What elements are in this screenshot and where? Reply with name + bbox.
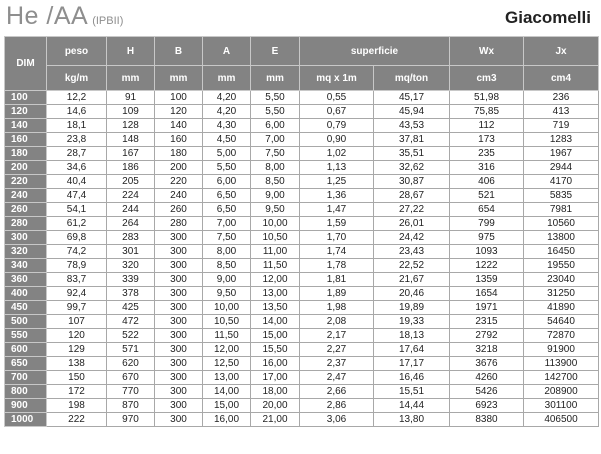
brand-logo (501, 4, 593, 30)
cell-h: 224 (107, 189, 155, 203)
cell-b: 200 (155, 161, 203, 175)
cell-superficie-m: 0,90 (300, 133, 374, 147)
cell-wx: 406 (450, 175, 524, 189)
cell-a: 6,50 (203, 203, 251, 217)
cell-h: 283 (107, 231, 155, 245)
unit-h: mm (107, 66, 155, 91)
cell-b: 300 (155, 371, 203, 385)
cell-superficie-ton: 35,51 (374, 147, 450, 161)
cell-peso: 61,2 (47, 217, 107, 231)
table-row (5, 273, 599, 287)
cell-e: 18,00 (251, 385, 300, 399)
cell-dim: 450 (5, 301, 47, 315)
cell-a: 15,00 (203, 399, 251, 413)
cell-jx: 1967 (524, 147, 599, 161)
table-row (5, 329, 599, 343)
page-subtitle: (IPBII) (92, 15, 124, 27)
cell-b: 300 (155, 287, 203, 301)
cell-superficie-m: 0,67 (300, 105, 374, 119)
cell-wx: 75,85 (450, 105, 524, 119)
cell-dim: 260 (5, 203, 47, 217)
cell-e: 10,50 (251, 231, 300, 245)
cell-superficie-m: 1,78 (300, 259, 374, 273)
cell-e: 8,00 (251, 161, 300, 175)
table-row (5, 217, 599, 231)
cell-jx: 406500 (524, 413, 599, 427)
cell-e: 7,50 (251, 147, 300, 161)
cell-superficie-ton: 19,33 (374, 315, 450, 329)
cell-wx: 3218 (450, 343, 524, 357)
cell-e: 20,00 (251, 399, 300, 413)
cell-dim: 140 (5, 119, 47, 133)
cell-e: 15,50 (251, 343, 300, 357)
cell-b: 300 (155, 245, 203, 259)
table-row (5, 231, 599, 245)
cell-h: 339 (107, 273, 155, 287)
cell-dim: 320 (5, 245, 47, 259)
cell-wx: 8380 (450, 413, 524, 427)
cell-wx: 4260 (450, 371, 524, 385)
cell-h: 770 (107, 385, 155, 399)
cell-peso: 18,1 (47, 119, 107, 133)
cell-superficie-ton: 13,80 (374, 413, 450, 427)
cell-peso: 47,4 (47, 189, 107, 203)
cell-superficie-m: 2,17 (300, 329, 374, 343)
cell-dim: 600 (5, 343, 47, 357)
cell-superficie-m: 1,81 (300, 273, 374, 287)
cell-superficie-ton: 27,22 (374, 203, 450, 217)
cell-peso: 107 (47, 315, 107, 329)
cell-b: 300 (155, 315, 203, 329)
cell-superficie-m: 1,59 (300, 217, 374, 231)
cell-e: 5,50 (251, 91, 300, 105)
cell-wx: 2792 (450, 329, 524, 343)
cell-e: 12,00 (251, 273, 300, 287)
table-row (5, 371, 599, 385)
cell-b: 100 (155, 91, 203, 105)
cell-e: 17,00 (251, 371, 300, 385)
table-row (5, 203, 599, 217)
cell-jx: 236 (524, 91, 599, 105)
cell-a: 5,00 (203, 147, 251, 161)
cell-h: 571 (107, 343, 155, 357)
cell-superficie-m: 2,08 (300, 315, 374, 329)
cell-jx: 113900 (524, 357, 599, 371)
cell-peso: 150 (47, 371, 107, 385)
cell-e: 8,50 (251, 175, 300, 189)
col-header-a: A (203, 37, 251, 66)
cell-peso: 28,7 (47, 147, 107, 161)
cell-superficie-m: 1,74 (300, 245, 374, 259)
cell-b: 280 (155, 217, 203, 231)
cell-dim: 280 (5, 217, 47, 231)
cell-h: 109 (107, 105, 155, 119)
table-row (5, 105, 599, 119)
cell-h: 148 (107, 133, 155, 147)
cell-e: 21,00 (251, 413, 300, 427)
cell-h: 425 (107, 301, 155, 315)
cell-jx: 91900 (524, 343, 599, 357)
cell-wx: 316 (450, 161, 524, 175)
cell-dim: 180 (5, 147, 47, 161)
cell-h: 522 (107, 329, 155, 343)
cell-a: 5,50 (203, 161, 251, 175)
table-units-row (5, 66, 599, 91)
table-row (5, 301, 599, 315)
cell-dim: 550 (5, 329, 47, 343)
cell-superficie-ton: 28,67 (374, 189, 450, 203)
cell-superficie-ton: 15,51 (374, 385, 450, 399)
cell-jx: 4170 (524, 175, 599, 189)
cell-e: 9,50 (251, 203, 300, 217)
cell-dim: 240 (5, 189, 47, 203)
cell-dim: 340 (5, 259, 47, 273)
cell-superficie-ton: 37,81 (374, 133, 450, 147)
cell-jx: 2944 (524, 161, 599, 175)
cell-dim: 1000 (5, 413, 47, 427)
table-row (5, 91, 599, 105)
unit-superficie-m: mq x 1m (300, 66, 374, 91)
cell-a: 13,00 (203, 371, 251, 385)
cell-h: 167 (107, 147, 155, 161)
cell-h: 870 (107, 399, 155, 413)
col-header-h: H (107, 37, 155, 66)
cell-superficie-m: 1,89 (300, 287, 374, 301)
cell-b: 260 (155, 203, 203, 217)
cell-wx: 3676 (450, 357, 524, 371)
cell-superficie-m: 2,27 (300, 343, 374, 357)
cell-e: 16,00 (251, 357, 300, 371)
cell-peso: 14,6 (47, 105, 107, 119)
cell-peso: 83,7 (47, 273, 107, 287)
cell-wx: 975 (450, 231, 524, 245)
table-header-row (5, 37, 599, 66)
cell-superficie-m: 2,47 (300, 371, 374, 385)
table-row (5, 287, 599, 301)
cell-peso: 78,9 (47, 259, 107, 273)
cell-a: 6,50 (203, 189, 251, 203)
cell-a: 16,00 (203, 413, 251, 427)
cell-superficie-ton: 16,46 (374, 371, 450, 385)
cell-h: 91 (107, 91, 155, 105)
cell-a: 9,50 (203, 287, 251, 301)
table-row (5, 133, 599, 147)
cell-peso: 54,1 (47, 203, 107, 217)
table-row (5, 147, 599, 161)
cell-e: 13,00 (251, 287, 300, 301)
cell-dim: 500 (5, 315, 47, 329)
cell-wx: 1654 (450, 287, 524, 301)
unit-jx: cm4 (524, 66, 599, 91)
cell-dim: 300 (5, 231, 47, 245)
cell-h: 301 (107, 245, 155, 259)
col-header-peso: peso (47, 37, 107, 66)
cell-b: 120 (155, 105, 203, 119)
cell-h: 670 (107, 371, 155, 385)
cell-dim: 220 (5, 175, 47, 189)
cell-superficie-ton: 14,44 (374, 399, 450, 413)
cell-superficie-m: 2,86 (300, 399, 374, 413)
cell-dim: 400 (5, 287, 47, 301)
cell-superficie-ton: 23,43 (374, 245, 450, 259)
cell-b: 300 (155, 343, 203, 357)
cell-superficie-m: 3,06 (300, 413, 374, 427)
cell-dim: 360 (5, 273, 47, 287)
brand-logo-text: Giacomelli (505, 8, 591, 27)
cell-a: 9,00 (203, 273, 251, 287)
cell-e: 10,00 (251, 217, 300, 231)
cell-superficie-ton: 30,87 (374, 175, 450, 189)
cell-a: 4,20 (203, 105, 251, 119)
cell-superficie-m: 0,79 (300, 119, 374, 133)
cell-jx: 5835 (524, 189, 599, 203)
cell-e: 6,00 (251, 119, 300, 133)
cell-b: 300 (155, 329, 203, 343)
unit-wx: cm3 (450, 66, 524, 91)
cell-dim: 200 (5, 161, 47, 175)
cell-h: 970 (107, 413, 155, 427)
table-body (5, 91, 599, 427)
cell-b: 300 (155, 357, 203, 371)
cell-wx: 521 (450, 189, 524, 203)
cell-jx: 10560 (524, 217, 599, 231)
cell-peso: 172 (47, 385, 107, 399)
title-text: He /AA (6, 2, 89, 30)
cell-peso: 198 (47, 399, 107, 413)
cell-dim: 120 (5, 105, 47, 119)
cell-wx: 5426 (450, 385, 524, 399)
cell-superficie-ton: 26,01 (374, 217, 450, 231)
unit-a: mm (203, 66, 251, 91)
cell-a: 10,00 (203, 301, 251, 315)
cell-superficie-m: 1,47 (300, 203, 374, 217)
cell-a: 4,50 (203, 133, 251, 147)
cell-wx: 51,98 (450, 91, 524, 105)
cell-h: 244 (107, 203, 155, 217)
col-header-superficie: superficie (300, 37, 450, 66)
cell-wx: 1093 (450, 245, 524, 259)
page-title (6, 2, 123, 31)
table-row (5, 413, 599, 427)
col-header-wx: Wx (450, 37, 524, 66)
table-row (5, 357, 599, 371)
cell-dim: 700 (5, 371, 47, 385)
cell-wx: 1971 (450, 301, 524, 315)
unit-b: mm (155, 66, 203, 91)
cell-b: 300 (155, 301, 203, 315)
cell-a: 12,00 (203, 343, 251, 357)
cell-a: 7,00 (203, 217, 251, 231)
cell-h: 378 (107, 287, 155, 301)
cell-peso: 74,2 (47, 245, 107, 259)
cell-wx: 2315 (450, 315, 524, 329)
unit-peso: kg/m (47, 66, 107, 91)
cell-superficie-ton: 43,53 (374, 119, 450, 133)
cell-jx: 1283 (524, 133, 599, 147)
cell-superficie-m: 1,98 (300, 301, 374, 315)
col-header-b: B (155, 37, 203, 66)
cell-superficie-m: 1,36 (300, 189, 374, 203)
cell-jx: 301100 (524, 399, 599, 413)
cell-h: 620 (107, 357, 155, 371)
table-row (5, 175, 599, 189)
cell-superficie-m: 2,37 (300, 357, 374, 371)
cell-peso: 99,7 (47, 301, 107, 315)
cell-wx: 799 (450, 217, 524, 231)
table-row (5, 119, 599, 133)
cell-e: 7,00 (251, 133, 300, 147)
cell-superficie-ton: 24,42 (374, 231, 450, 245)
cell-b: 300 (155, 259, 203, 273)
table-row (5, 315, 599, 329)
cell-b: 240 (155, 189, 203, 203)
cell-b: 180 (155, 147, 203, 161)
cell-jx: 7981 (524, 203, 599, 217)
cell-e: 9,00 (251, 189, 300, 203)
cell-dim: 100 (5, 91, 47, 105)
cell-superficie-ton: 45,94 (374, 105, 450, 119)
cell-superficie-ton: 21,67 (374, 273, 450, 287)
cell-superficie-m: 1,25 (300, 175, 374, 189)
cell-superficie-ton: 19,89 (374, 301, 450, 315)
cell-b: 300 (155, 273, 203, 287)
cell-jx: 19550 (524, 259, 599, 273)
cell-superficie-ton: 20,46 (374, 287, 450, 301)
cell-a: 12,50 (203, 357, 251, 371)
table-row (5, 245, 599, 259)
cell-wx: 235 (450, 147, 524, 161)
cell-jx: 208900 (524, 385, 599, 399)
table-row (5, 399, 599, 413)
cell-superficie-ton: 32,62 (374, 161, 450, 175)
cell-superficie-m: 1,02 (300, 147, 374, 161)
cell-jx: 142700 (524, 371, 599, 385)
cell-dim: 650 (5, 357, 47, 371)
cell-e: 14,00 (251, 315, 300, 329)
cell-peso: 138 (47, 357, 107, 371)
cell-a: 8,50 (203, 259, 251, 273)
cell-jx: 54640 (524, 315, 599, 329)
cell-dim: 160 (5, 133, 47, 147)
cell-a: 14,00 (203, 385, 251, 399)
cell-e: 13,50 (251, 301, 300, 315)
specs-table (4, 36, 599, 427)
cell-peso: 23,8 (47, 133, 107, 147)
col-header-dim: DIM (5, 37, 47, 91)
cell-e: 5,50 (251, 105, 300, 119)
cell-e: 11,00 (251, 245, 300, 259)
cell-b: 300 (155, 399, 203, 413)
cell-wx: 6923 (450, 399, 524, 413)
cell-superficie-ton: 22,52 (374, 259, 450, 273)
cell-b: 300 (155, 231, 203, 245)
cell-wx: 112 (450, 119, 524, 133)
cell-h: 186 (107, 161, 155, 175)
cell-jx: 41890 (524, 301, 599, 315)
cell-h: 128 (107, 119, 155, 133)
cell-jx: 72870 (524, 329, 599, 343)
cell-peso: 34,6 (47, 161, 107, 175)
cell-a: 6,00 (203, 175, 251, 189)
cell-jx: 413 (524, 105, 599, 119)
page-header (0, 0, 601, 34)
cell-dim: 800 (5, 385, 47, 399)
cell-wx: 654 (450, 203, 524, 217)
cell-peso: 40,4 (47, 175, 107, 189)
cell-h: 264 (107, 217, 155, 231)
cell-superficie-ton: 18,13 (374, 329, 450, 343)
cell-a: 4,20 (203, 91, 251, 105)
cell-superficie-ton: 17,64 (374, 343, 450, 357)
cell-peso: 222 (47, 413, 107, 427)
cell-peso: 92,4 (47, 287, 107, 301)
cell-peso: 120 (47, 329, 107, 343)
cell-jx: 13800 (524, 231, 599, 245)
table-row (5, 189, 599, 203)
table-row (5, 343, 599, 357)
cell-e: 11,50 (251, 259, 300, 273)
table-row (5, 161, 599, 175)
cell-h: 472 (107, 315, 155, 329)
cell-a: 10,50 (203, 315, 251, 329)
col-header-jx: Jx (524, 37, 599, 66)
cell-superficie-ton: 17,17 (374, 357, 450, 371)
cell-wx: 1222 (450, 259, 524, 273)
cell-superficie-m: 1,70 (300, 231, 374, 245)
cell-a: 4,30 (203, 119, 251, 133)
cell-jx: 16450 (524, 245, 599, 259)
cell-b: 300 (155, 385, 203, 399)
cell-h: 320 (107, 259, 155, 273)
cell-a: 11,50 (203, 329, 251, 343)
cell-a: 8,00 (203, 245, 251, 259)
unit-e: mm (251, 66, 300, 91)
col-header-e: E (251, 37, 300, 66)
cell-b: 140 (155, 119, 203, 133)
cell-a: 7,50 (203, 231, 251, 245)
cell-wx: 1359 (450, 273, 524, 287)
cell-h: 205 (107, 175, 155, 189)
cell-wx: 173 (450, 133, 524, 147)
cell-jx: 719 (524, 119, 599, 133)
table-row (5, 385, 599, 399)
cell-superficie-m: 2,66 (300, 385, 374, 399)
cell-dim: 900 (5, 399, 47, 413)
cell-peso: 69,8 (47, 231, 107, 245)
cell-superficie-ton: 45,17 (374, 91, 450, 105)
table-row (5, 259, 599, 273)
cell-superficie-m: 0,55 (300, 91, 374, 105)
cell-b: 220 (155, 175, 203, 189)
cell-peso: 12,2 (47, 91, 107, 105)
cell-e: 15,00 (251, 329, 300, 343)
cell-b: 300 (155, 413, 203, 427)
cell-jx: 23040 (524, 273, 599, 287)
cell-jx: 31250 (524, 287, 599, 301)
unit-superficie-ton: mq/ton (374, 66, 450, 91)
cell-peso: 129 (47, 343, 107, 357)
cell-superficie-m: 1,13 (300, 161, 374, 175)
cell-b: 160 (155, 133, 203, 147)
